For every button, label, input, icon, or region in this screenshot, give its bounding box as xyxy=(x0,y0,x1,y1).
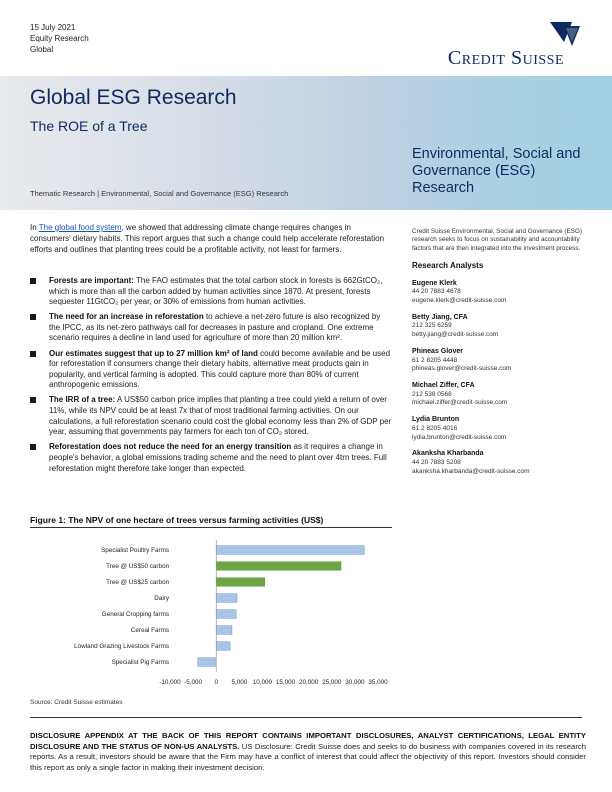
analyst-email[interactable]: michael.ziffer@credit-suisse.com xyxy=(412,399,508,407)
bullet-item xyxy=(30,312,392,344)
analyst-name: Akanksha Kharbanda xyxy=(412,450,484,458)
disclosure-body: US Disclosure: Credit Suisse does and seeks to do business with companies covered in its research reports. As a result, investors should be aware that the Firm may have a conflict of interest that could affect the objectivity of this report. Investors should consider this report as only a single factor in making their investment decision. xyxy=(30,741,586,772)
bullet-square-icon xyxy=(30,351,36,357)
chart-svg xyxy=(30,532,392,692)
analyst-phone: 212 325 6259 xyxy=(412,322,452,330)
analyst-entry xyxy=(412,381,590,408)
analyst-email[interactable]: betty.jiang@credit-suisse.com xyxy=(412,331,499,339)
analyst-phone: 44 20 7883 4678 xyxy=(412,288,461,296)
analyst-name: Eugene Klerk xyxy=(412,279,457,287)
bar xyxy=(216,578,265,587)
intro-prefix: In xyxy=(30,223,39,232)
bullet-item xyxy=(30,395,392,437)
analyst-email[interactable]: phineas.glover@credit-suisse.com xyxy=(412,365,512,373)
report-date: 15 July 2021 xyxy=(30,23,76,32)
bullet-lead: Reforestation does not reduce the need for an energy transition xyxy=(49,442,292,452)
report-meta xyxy=(30,22,89,55)
analyst-phone: 61 2 8205 4016 xyxy=(412,424,458,432)
bullet-square-icon xyxy=(30,444,36,450)
bar xyxy=(216,594,237,603)
bullet-text: A US$50 carbon price implies that planting a tree could yield a return of over 11%, while its NPV could be at least 7x that of most traditional farming activities. On our calculations, a full reforestation scenario could cost the global economy less than 2% of GDP per year, assuming that governments pay farmers for each ton of CO₂ stored. xyxy=(49,395,392,437)
title-banner xyxy=(0,76,612,210)
x-tick-label: 10,000 xyxy=(252,679,273,686)
key-points-list xyxy=(30,276,392,479)
x-tick-label: 30,000 xyxy=(345,679,365,686)
category-label: Lowland Grazing Livestock Farms xyxy=(74,643,169,651)
x-tick-label: -10,000 xyxy=(159,679,181,686)
bullet-square-icon xyxy=(30,278,36,284)
analyst-email[interactable]: eugene.klerk@credit-suisse.com xyxy=(412,297,507,305)
bar xyxy=(216,562,341,571)
intro-text: , we showed that addressing climate change requires changes in consumers' dietary habits. This report argues that such a change could help accelerate reforestation efforts and outlines that planting trees could be a profitable activity, not least for farmers. xyxy=(30,223,385,254)
analyst-entry xyxy=(412,279,590,306)
analyst-entry xyxy=(412,347,590,374)
bar xyxy=(198,658,216,667)
bar xyxy=(216,546,364,555)
analyst-email[interactable]: akanksha.kharbanda@credit-suisse.com xyxy=(412,467,530,475)
sidebar xyxy=(412,228,590,483)
x-tick-label: -5,000 xyxy=(184,679,203,686)
figure-divider xyxy=(30,527,392,528)
intro-paragraph xyxy=(30,222,392,255)
sails-icon xyxy=(542,20,582,50)
bullet-lead: Forests are important: xyxy=(49,276,134,285)
figure-title: Figure 1: The NPV of one hectare of trees versus farming activities (US$) xyxy=(30,515,324,525)
bullet-item xyxy=(30,349,392,391)
analyst-name: Phineas Glover xyxy=(412,348,463,356)
npv-bar-chart xyxy=(30,532,392,692)
bullet-text: The FAO estimates that the total carbon stock in forests is 662GtCO₂, which is more than all the carbon added by human activities since 1870. At present, forests sequester 11GtCO₂ per year, or 30% of emissions from human activities. xyxy=(49,276,383,307)
bullet-text: as it requires a change in people's behavior, a global emissions trading scheme and the need to plant over 4trn trees. Full reforestation might therefore take longer than expected. xyxy=(49,442,387,473)
x-tick-label: 15,000 xyxy=(275,679,296,686)
bullet-lead: The IRR of a tree: xyxy=(49,395,116,405)
analyst-phone: 212 538 0568 xyxy=(412,390,452,398)
esg-description: Credit Suisse Environmental, Social and Governance (ESG) research seeks to focus on sustainability and accountability factors that are then integrated into the investment process. xyxy=(412,228,583,252)
report-title: Global ESG Research xyxy=(30,86,237,109)
category-label: Tree @ US$50 carbon xyxy=(106,563,169,571)
bullet-square-icon xyxy=(30,397,36,403)
global-food-system-link[interactable]: The global food system xyxy=(38,223,122,232)
bullet-square-icon xyxy=(30,314,36,320)
category-label: Dairy xyxy=(154,595,169,603)
bar xyxy=(216,610,236,619)
category-label: Specialist Pig Farms xyxy=(111,659,169,667)
analyst-entry xyxy=(412,449,590,476)
analyst-phone: 44 20 7883 5208 xyxy=(412,458,461,466)
bar xyxy=(216,642,230,651)
disclosure-divider xyxy=(30,717,582,718)
bullet-text: to achieve a net-zero future is also recognized by the IPCC, as its net-zero pathways call for decreases in pasture and cropland. One extreme scenario requires a decline in land used for agriculture of more than 20 million km². xyxy=(49,312,381,343)
bullet-lead: Our estimates suggest that up to 27 million km² of land xyxy=(49,348,258,358)
bullet-text: could become available and be used for reforestation if consumers change their dietary habits, alternative meat products gain in popularity, and vertical farming is adopted. This could capture more than 80% of current anthropogenic emissions. xyxy=(49,348,391,390)
disclosure-text xyxy=(30,731,586,773)
report-department: Equity Research xyxy=(30,34,89,43)
category-label: Tree @ US$25 carbon xyxy=(106,579,169,587)
bullet-lead: The need for an increase in reforestation xyxy=(49,312,204,322)
thematic-label: Thematic Research | Environmental, Social and Governance (ESG) Research xyxy=(30,189,289,198)
analysts-heading: Research Analysts xyxy=(412,260,484,270)
bullet-item xyxy=(30,276,392,308)
esg-section-title: Environmental, Social and Governance (ESG) Research xyxy=(412,146,581,196)
analyst-name: Michael Ziffer, CFA xyxy=(412,382,475,390)
category-label: Cereal Farms xyxy=(130,627,169,635)
x-tick-label: 0 xyxy=(214,679,218,686)
figure-source: Source: Credit Suisse estimates xyxy=(30,699,123,706)
analyst-email[interactable]: lydia.brunton@credit-suisse.com xyxy=(412,433,507,441)
analyst-phone: 61 2 8205 4448 xyxy=(412,356,458,364)
analyst-entry xyxy=(412,415,590,442)
x-tick-label: 20,000 xyxy=(299,679,319,686)
category-label: General Cropping farms xyxy=(101,611,169,619)
x-tick-label: 35,000 xyxy=(368,679,388,686)
category-label: Specialist Poultry Farms xyxy=(101,547,169,555)
x-tick-label: 5,000 xyxy=(231,679,248,686)
report-region: Global xyxy=(30,45,54,54)
analyst-name: Lydia Brunton xyxy=(412,416,460,424)
credit-suisse-logo xyxy=(412,20,582,72)
disclosure-caps: DISCLOSURE APPENDIX AT THE BACK OF THIS REPORT CONTAINS IMPORTANT DISCLOSURES, ANALYST CERTIFICATIONS, LEGAL ENTITY DISCLOSURE AND THE STATUS OF NON-US ANALYSTS. xyxy=(30,731,586,751)
report-subtitle: The ROE of a Tree xyxy=(30,118,148,134)
analyst-entry xyxy=(412,313,590,340)
logo-text: Credit Suisse xyxy=(447,47,564,69)
bar xyxy=(216,626,232,635)
analyst-name: Betty Jiang, CFA xyxy=(412,313,468,321)
x-tick-label: 25,000 xyxy=(322,679,342,686)
bullet-item xyxy=(30,442,392,474)
